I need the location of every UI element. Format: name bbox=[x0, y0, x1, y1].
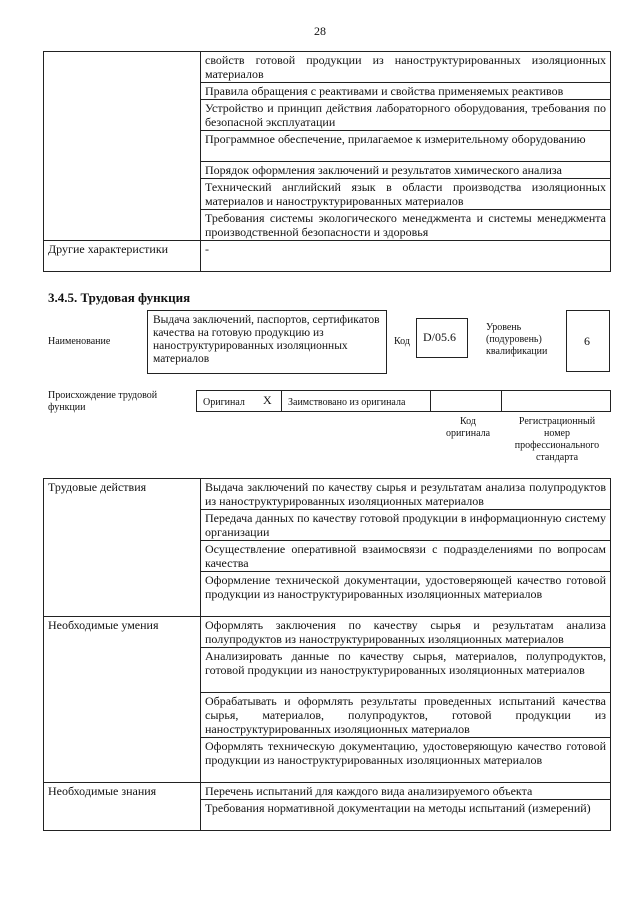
page-number: 28 bbox=[314, 24, 326, 38]
code-label: Код bbox=[394, 336, 410, 347]
table-row bbox=[44, 241, 611, 272]
section-title: 3.4.5. Трудовая функция bbox=[48, 290, 191, 305]
table-cell-text: Оформлять заключения по качеству сырья и результатам анализа полупродуктов из наноструктурированных изоляционных материалов bbox=[201, 617, 611, 648]
table-cell-label bbox=[44, 52, 201, 241]
original-box bbox=[196, 390, 282, 412]
level-box bbox=[566, 310, 610, 372]
table-row bbox=[44, 617, 611, 648]
table-cell-text: - bbox=[201, 241, 611, 272]
group-label: Трудовые действия bbox=[44, 479, 201, 617]
code-original-label: Код оригинала bbox=[445, 416, 491, 439]
table-cell-text: Правила обращения с реактивами и свойства применяемых реактивов bbox=[201, 83, 611, 100]
reg-number-box bbox=[501, 390, 611, 412]
name-box bbox=[147, 310, 387, 374]
code-box bbox=[416, 318, 468, 358]
table-cell-text: Анализировать данные по качеству сырья, материалов, полупродуктов, готовой продукции из наноструктурированных изоляционных материалов bbox=[201, 648, 611, 693]
table-row bbox=[44, 479, 611, 510]
table-cell-text: свойств готовой продукции из наноструктурированных изоляционных материалов bbox=[201, 52, 611, 83]
group-label: Необходимые знания bbox=[44, 783, 201, 831]
table-cell-text: Оформление технической документации, удостоверяющей качество готовой продукции из наноструктурированных изоляционных материалов bbox=[201, 572, 611, 617]
table-cell-text: Технический английский язык в области производства изоляционных материалов и наноструктурированных материалов bbox=[201, 179, 611, 210]
table-cell-text: Обрабатывать и оформлять результаты проведенных испытаний качества сырья, материалов, полупродуктов, готовой продукции из наноструктурированных изоляционных материалов bbox=[201, 693, 611, 738]
function-table bbox=[43, 478, 611, 831]
table-cell-text: Требования нормативной документации на методы испытаний (измерений) bbox=[201, 800, 611, 831]
borrowed-label: Заимствовано из оригинала bbox=[288, 397, 406, 408]
table-cell-text: Устройство и принцип действия лабораторного оборудования, требования по безопасной эксплуатации bbox=[201, 100, 611, 131]
original-label: Оригинал bbox=[203, 397, 245, 408]
group-label: Необходимые умения bbox=[44, 617, 201, 783]
table-row bbox=[44, 52, 611, 83]
reg-number-label: Регистрационный номер профессионального стандарта bbox=[514, 416, 600, 463]
knowledge-table-continued bbox=[43, 51, 611, 272]
name-label: Наименование bbox=[48, 336, 111, 347]
table-cell-text: Требования системы экологического менеджмента и системы менеджмента производственной безопасности и здоровья bbox=[201, 210, 611, 241]
table-cell-text: Выдача заключений по качеству сырья и результатам анализа полупродуктов из наноструктурированных изоляционных материалов bbox=[201, 479, 611, 510]
origin-label: Происхождение трудовой функции bbox=[48, 390, 158, 413]
code-value: D/05.6 bbox=[423, 330, 456, 344]
table-cell-text: Порядок оформления заключений и результатов химического анализа bbox=[201, 162, 611, 179]
table-cell-text: Программное обеспечение, прилагаемое к измерительному оборудованию bbox=[201, 131, 611, 162]
table-cell-text: Оформлять техническую документацию, удостоверяющую качество готовой продукции из наноструктурированных изоляционных материалов bbox=[201, 738, 611, 783]
level-value: 6 bbox=[584, 334, 590, 348]
table-row bbox=[44, 783, 611, 800]
level-label: Уровень (подуровень) квалификации bbox=[486, 322, 548, 357]
table-cell-text: Передача данных по качеству готовой продукции в информационную систему организации bbox=[201, 510, 611, 541]
original-mark: X bbox=[263, 393, 272, 407]
name-value: Выдача заключений, паспортов, сертификатов качества на готовую продукцию из наноструктурированных изоляционных материалов bbox=[153, 314, 380, 365]
borrowed-box bbox=[281, 390, 431, 412]
table-cell-label: Другие характеристики bbox=[44, 241, 201, 272]
code-original-box bbox=[430, 390, 502, 412]
table-cell-text: Осуществление оперативной взаимосвязи с подразделениями по вопросам качества bbox=[201, 541, 611, 572]
table-cell-text: Перечень испытаний для каждого вида анализируемого объекта bbox=[201, 783, 611, 800]
